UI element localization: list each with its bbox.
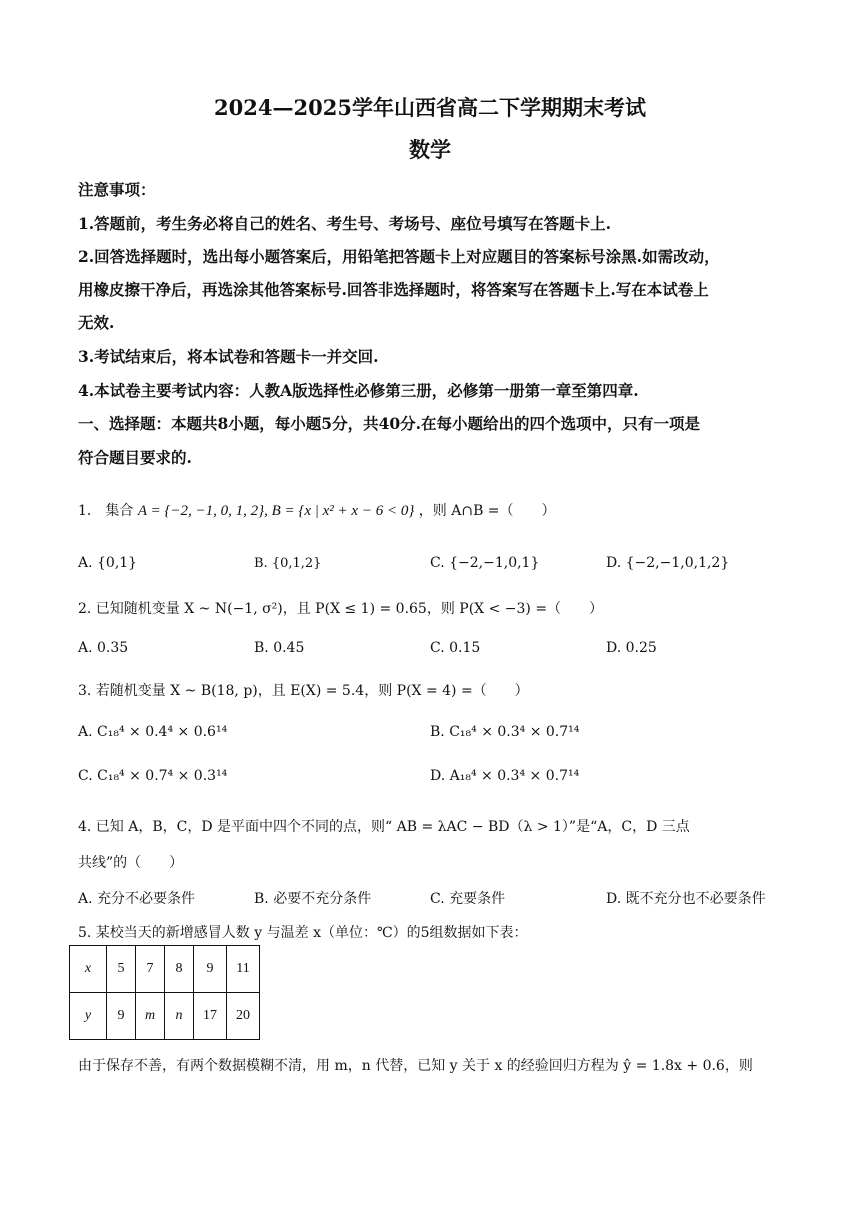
q4-option-d: D. 既不充分也不必要条件 xyxy=(606,891,766,907)
q4-option-c: C. 充要条件 xyxy=(430,891,506,907)
question-1-math: A = {−2, −1, 0, 1, 2}, B = {x | x² + x − 6 < 0} xyxy=(137,503,415,519)
section-1-line-1: 一、选择题：本题共8小题，每小题5分，共40分.在每小题给出的四个选项中，只有一项是 xyxy=(78,414,701,433)
table-cell: 20 xyxy=(227,993,260,1040)
question-1-suffix: ，则 A∩B =（ ） xyxy=(418,503,556,519)
exam-title: 2024—2025学年山西省高二下学期期末考试 xyxy=(214,95,646,120)
table-cell: x xyxy=(70,946,107,993)
q1-option-b: B. {0,1,2} xyxy=(254,556,322,571)
data-table xyxy=(69,945,260,1040)
subject-title: 数学 xyxy=(409,137,451,162)
notice-item-2-line-3: 无效. xyxy=(78,313,115,332)
q1-option-c: C. {−2,−1,0,1} xyxy=(430,555,540,571)
q1-option-a: A. {0,1} xyxy=(78,555,138,571)
q3-option-d: D. A₁₈⁴ × 0.3⁴ × 0.7¹⁴ xyxy=(430,768,580,784)
question-4-line-1: 4. 已知 A，B，C，D 是平面中四个不同的点，则“ AB = λAC − BD（λ > 1）”是“A，C，D 三点 xyxy=(78,819,690,835)
table-row-x xyxy=(70,946,260,993)
table-cell: y xyxy=(70,993,107,1040)
table-cell: 17 xyxy=(194,993,227,1040)
table-cell: n xyxy=(165,993,194,1040)
notice-item-1: 1.答题前，考生务必将自己的姓名、考生号、考场号、座位号填写在答题卡上. xyxy=(78,214,612,233)
table-cell: 7 xyxy=(136,946,165,993)
question-5-intro: 5. 某校当天的新增感冒人数 y 与温差 x（单位：℃）的5组数据如下表： xyxy=(78,925,528,941)
question-1-number: 1． xyxy=(78,503,101,519)
table-cell: m xyxy=(136,993,165,1040)
notice-item-4: 4.本试卷主要考试内容：人教A版选择性必修第三册，必修第一册第一章至第四章. xyxy=(78,381,639,400)
table-row-y xyxy=(70,993,260,1040)
question-5-continuation: 由于保存不善，有两个数据模糊不清，用 m，n 代替，已知 y 关于 x 的经验回归方程为 ŷ = 1.8x + 0.6，则 xyxy=(78,1058,753,1074)
q2-option-b: B. 0.45 xyxy=(254,640,305,656)
q1-option-d: D. {−2,−1,0,1,2} xyxy=(606,555,730,571)
q2-option-a: A. 0.35 xyxy=(78,640,129,656)
q3-option-a: A. C₁₈⁴ × 0.4⁴ × 0.6¹⁴ xyxy=(78,724,228,740)
notice-item-3: 3.考试结束后，将本试卷和答题卡一并交回. xyxy=(78,347,379,366)
table-cell: 9 xyxy=(194,946,227,993)
question-1 xyxy=(78,500,556,520)
question-2: 2. 已知随机变量 X ~ N(−1, σ²)，且 P(X ≤ 1) = 0.65，则 P(X < −3) =（ ） xyxy=(78,601,604,617)
section-1-line-2: 符合题目要求的. xyxy=(78,448,192,467)
question-3: 3. 若随机变量 X ~ B(18, p)，且 E(X) = 5.4，则 P(X = 4) =（ ） xyxy=(78,683,529,699)
q3-option-c: C. C₁₈⁴ × 0.7⁴ × 0.3¹⁴ xyxy=(78,768,228,784)
table-cell: 5 xyxy=(107,946,136,993)
table-cell: 9 xyxy=(107,993,136,1040)
table-cell: 8 xyxy=(165,946,194,993)
q3-option-b: B. C₁₈⁴ × 0.3⁴ × 0.7¹⁴ xyxy=(430,724,580,740)
q4-option-a: A. 充分不必要条件 xyxy=(78,891,196,907)
q2-option-c: C. 0.15 xyxy=(430,640,481,656)
question-4-line-2: 共线”的（ ） xyxy=(78,855,184,871)
notice-item-2-line-1: 2.回答选择题时，选出每小题答案后，用铅笔把答题卡上对应题目的答案标号涂黑.如需改动， xyxy=(78,247,720,266)
notice-heading: 注意事项： xyxy=(78,180,156,199)
question-1-prefix: 集合 xyxy=(105,503,134,519)
q2-option-d: D. 0.25 xyxy=(606,640,657,656)
q4-option-b: B. 必要不充分条件 xyxy=(254,891,372,907)
table-cell: 11 xyxy=(227,946,260,993)
notice-item-2-line-2: 用橡皮擦干净后，再选涂其他答案标号.回答非选择题时，将答案写在答题卡上.写在本试卷上 xyxy=(78,280,709,299)
